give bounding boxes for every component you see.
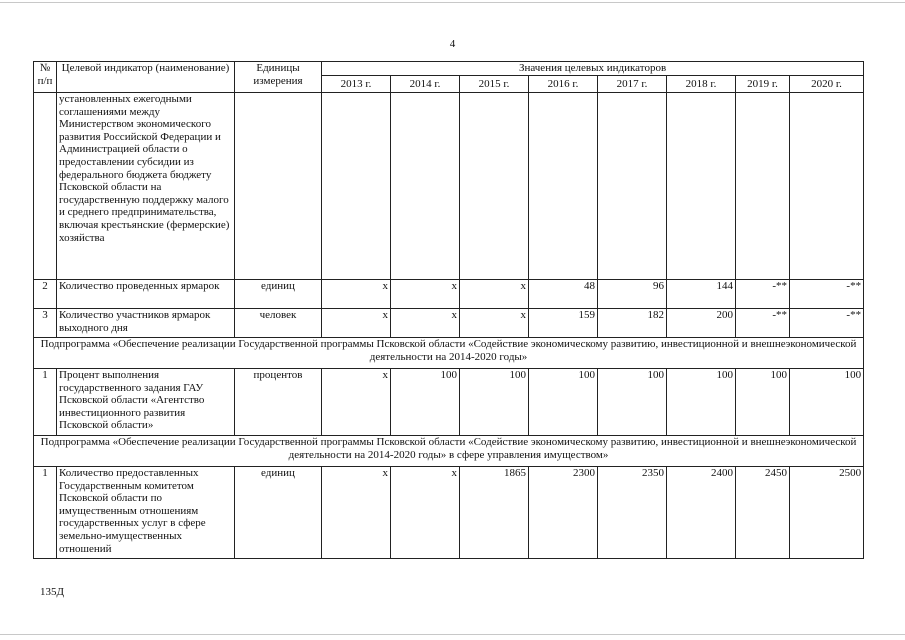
header-indicator: Целевой индикатор (наименование) xyxy=(57,62,235,93)
row-value: 100 xyxy=(736,369,790,436)
row-value: -** xyxy=(790,280,864,309)
row-value: 2400 xyxy=(667,467,736,559)
scan-edge-top xyxy=(0,2,905,3)
row-value: 2450 xyxy=(736,467,790,559)
row-indicator: Процент выполнения государственного задания ГАУ Псковской области «Агентство инвестиционного развития Псковской области» xyxy=(57,369,235,436)
row-value: 2300 xyxy=(529,467,598,559)
row-indicator: установленных ежегодными соглашениями между Министерством экономического развития Российской Федерации и Администрацией области о предоставлении субсидии из федерального бюджета бюджету Псковской области на государственную поддержку малого и среднего предпринимательства, включая крестьянские (фермерские) хозяйства xyxy=(57,93,235,280)
subprogram-title: Подпрограмма «Обеспечение реализации Государственной программы Псковской области «Содействие экономическому развитию, инвестиционной и внешнеэкономической деятельности на 2014-2020 годы» в сфере управления имуществом» xyxy=(34,436,864,467)
row-value: 100 xyxy=(529,369,598,436)
row-value: х xyxy=(322,280,391,309)
indicators-table xyxy=(33,61,864,559)
header-year: 2013 г. xyxy=(322,76,391,93)
row-value xyxy=(790,93,864,280)
row-indicator: Количество проведенных ярмарок xyxy=(57,280,235,309)
row-value: 2500 xyxy=(790,467,864,559)
row-units: единиц xyxy=(235,280,322,309)
row-num: 1 xyxy=(34,467,57,559)
subprogram-row xyxy=(34,338,864,369)
row-value: 100 xyxy=(391,369,460,436)
row-value: х xyxy=(460,280,529,309)
scan-edge-bottom xyxy=(0,634,905,635)
table-row xyxy=(34,309,864,338)
row-value: х xyxy=(322,309,391,338)
header-year: 2014 г. xyxy=(391,76,460,93)
row-units: процентов xyxy=(235,369,322,436)
table-row xyxy=(34,93,864,280)
table-row xyxy=(34,467,864,559)
row-num xyxy=(34,93,57,280)
page-number: 4 xyxy=(449,38,456,50)
row-value: х xyxy=(391,467,460,559)
row-value: 1865 xyxy=(460,467,529,559)
row-value: х xyxy=(391,280,460,309)
table-row xyxy=(34,369,864,436)
row-value xyxy=(598,93,667,280)
row-value: 100 xyxy=(790,369,864,436)
row-value: 144 xyxy=(667,280,736,309)
row-value: -** xyxy=(790,309,864,338)
row-units: человек xyxy=(235,309,322,338)
row-value: х xyxy=(322,369,391,436)
row-indicator: Количество участников ярмарок выходного дня xyxy=(57,309,235,338)
header-year: 2015 г. xyxy=(460,76,529,93)
row-units xyxy=(235,93,322,280)
row-value: 182 xyxy=(598,309,667,338)
header-year: 2018 г. xyxy=(667,76,736,93)
subprogram-row xyxy=(34,436,864,467)
row-value: 100 xyxy=(667,369,736,436)
row-value: -** xyxy=(736,309,790,338)
header-year: 2019 г. xyxy=(736,76,790,93)
header-year: 2016 г. xyxy=(529,76,598,93)
row-value: 200 xyxy=(667,309,736,338)
header-year: 2017 г. xyxy=(598,76,667,93)
row-value xyxy=(322,93,391,280)
row-value: х xyxy=(322,467,391,559)
row-units: единиц xyxy=(235,467,322,559)
row-value: 159 xyxy=(529,309,598,338)
row-value: 96 xyxy=(598,280,667,309)
row-value: х xyxy=(460,309,529,338)
row-value: 100 xyxy=(598,369,667,436)
row-num: 3 xyxy=(34,309,57,338)
row-value xyxy=(460,93,529,280)
table-row xyxy=(34,280,864,309)
row-value: х xyxy=(391,309,460,338)
header-num: № п/п xyxy=(34,62,57,93)
row-value xyxy=(529,93,598,280)
subprogram-title: Подпрограмма «Обеспечение реализации Государственной программы Псковской области «Содействие экономическому развитию, инвестиционной и внешнеэкономической деятельности на 2014-2020 годы» xyxy=(34,338,864,369)
footer-code: 135Д xyxy=(40,586,65,598)
row-num: 1 xyxy=(34,369,57,436)
row-value xyxy=(391,93,460,280)
row-num: 2 xyxy=(34,280,57,309)
row-value xyxy=(667,93,736,280)
row-value xyxy=(736,93,790,280)
header-units: Единицы измерения xyxy=(235,62,322,93)
row-value: -** xyxy=(736,280,790,309)
row-value: 48 xyxy=(529,280,598,309)
row-value: 2350 xyxy=(598,467,667,559)
header-values: Значения целевых индикаторов xyxy=(322,62,864,76)
header-year: 2020 г. xyxy=(790,76,864,93)
row-indicator: Количество предоставленных Государственным комитетом Псковской области по имущественным отношениям государственных услуг в сфере земельно-имущественных отношений xyxy=(57,467,235,559)
row-value: 100 xyxy=(460,369,529,436)
